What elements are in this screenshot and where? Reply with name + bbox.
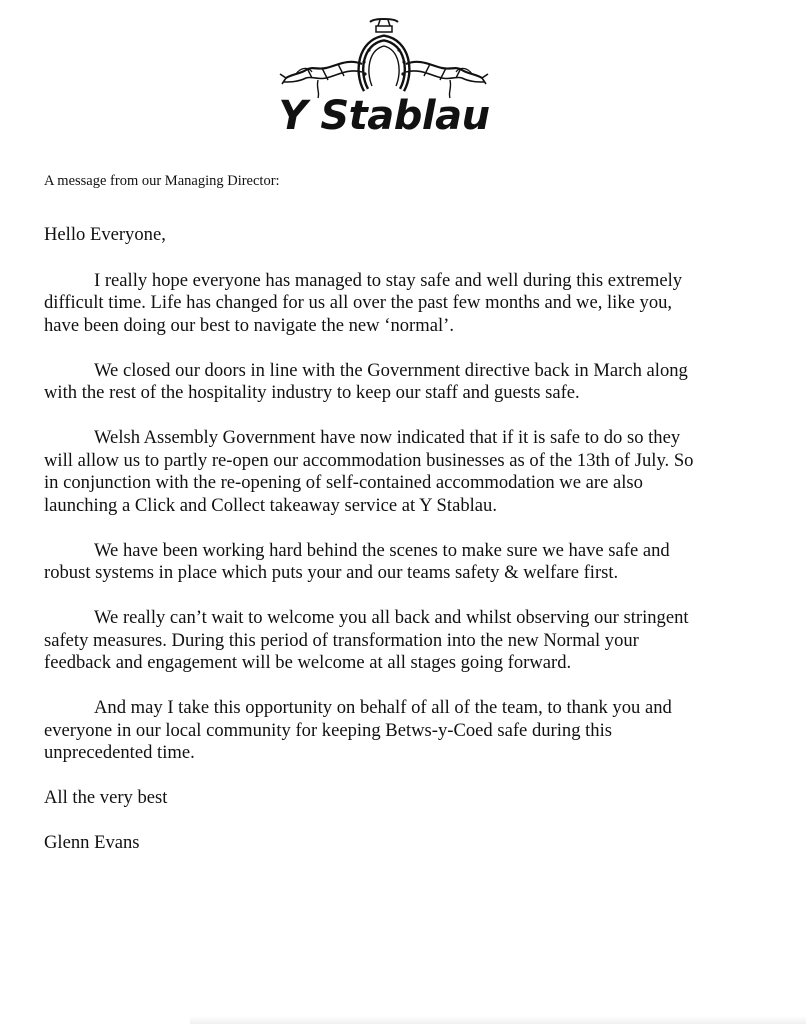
signature-name: Glenn Evans [44, 832, 140, 853]
letter-paragraph: We really can’t wait to welcome you all back and whilst observing our stringent safety measures. During this period of transformation into the new Normal your feedback and engagement will be welcome at all stages going forward. [44, 607, 689, 673]
brand-logo [278, 16, 490, 151]
logo-wordmark: Y Stablau [278, 93, 490, 139]
letter-paragraph: I really hope everyone has managed to stay safe and well during this extremely difficult time. Life has changed for us all over the past few months and we, like you, have been doing our best to navigate the new ‘normal’. [44, 269, 683, 336]
letter-paragraph: And may I take this opportunity on behalf of all of the team, to thank you and everyone in our local community for keeping Betws-y-Coed safe during this unprecedented time. [44, 697, 672, 763]
letter-body [44, 224, 744, 855]
intro-line: A message from our Managing Director: [44, 173, 280, 189]
letter-paragraph: Welsh Assembly Government have now indicated that if it is safe to do so they will allow us to partly re-open our accommodation businesses as of the 13th of July. So in conjunction with the re-opening of self-contained accommodation we are also launching a Click and Collect takeaway service at Y Stablau. [44, 427, 694, 516]
sign-off: All the very best [44, 787, 168, 808]
page-edge-shadow [190, 1016, 806, 1024]
letter-paragraph: We closed our doors in line with the Government directive back in March along with the rest of the hospitality industry to keep our staff and guests safe. [44, 359, 688, 403]
greeting: Hello Everyone, [44, 224, 166, 245]
letter-paragraph: We have been working hard behind the scenes to make sure we have safe and robust systems in place which puts your and our teams safety & welfare first. [44, 539, 670, 583]
